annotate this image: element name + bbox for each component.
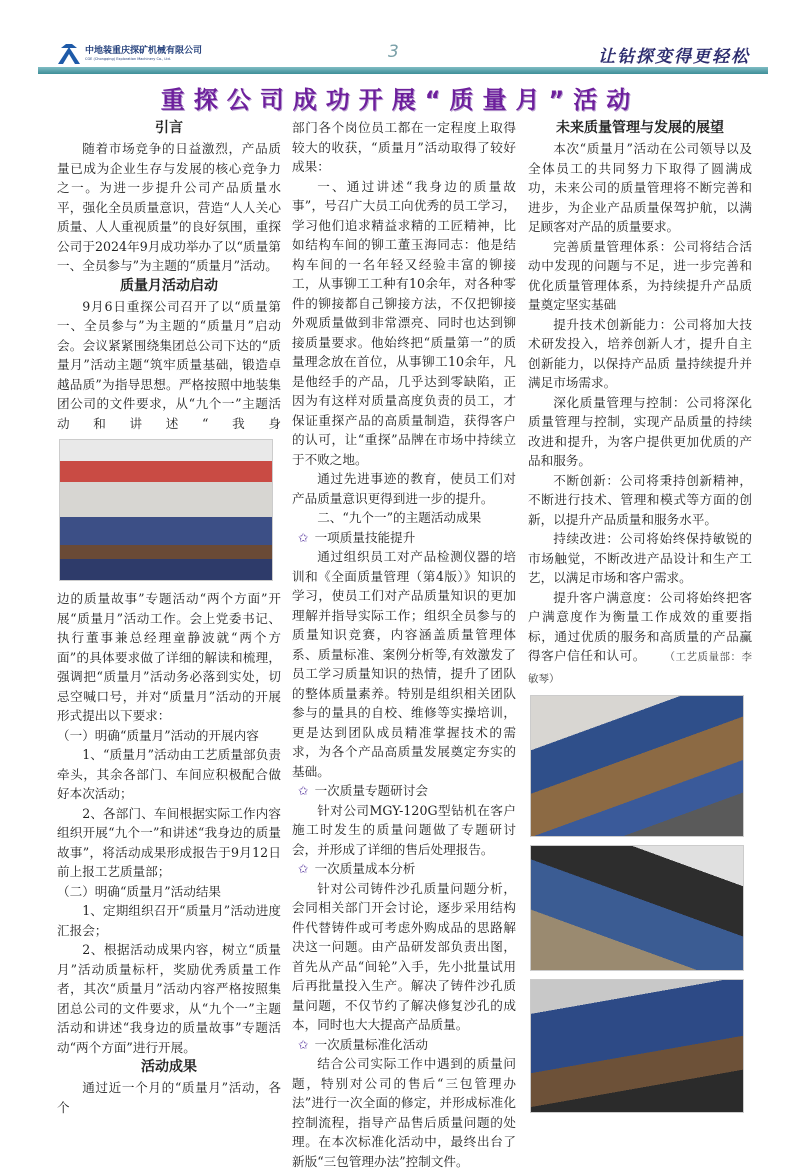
paragraph: 1、定期组织召开“质量月”活动进度汇报会； [57,903,281,938]
paragraph: 通过近一个月的“质量月”活动，各个 [57,1080,281,1115]
training-photo [530,695,744,837]
header-divider [38,67,768,74]
column-1 [57,118,281,1117]
workshop-photo [530,979,744,1113]
item-label: 一项质量技能提升 [314,529,416,545]
paragraph: 2、根据活动成果内容，树立“质量月”活动质量标杆，奖励优秀质量工作者，其次“质量月”活动内容严格按照集团总公司的文件要求，从“九个一”主题活动和讲述“我身边的质量故事”专题活动“两个方面”进行开展。 [57,942,281,1055]
result-item [292,859,516,879]
paragraph: 针对公司MGY-120G型钻机在客户施工时发生的质量问题做了专题研讨会，并形成了详细的售后处理报告。 [292,802,516,857]
paragraph: 部门各个岗位员工都在一定程度上取得较大的收获，“质量月”活动取得了较好成果： [292,120,516,174]
author-caption: （工艺质量部：李敏琴） [528,651,753,685]
slogan: 让钻探变得更轻松 [598,47,750,67]
subheading: （一）明确“质量月”活动的开展内容 [57,727,259,743]
section-heading: 未来质量管理与发展的展望 [556,120,724,136]
company-logo [58,44,202,64]
result-item [292,781,516,801]
star-icon: ✩ [298,783,309,798]
paragraph: 提升技术创新能力：公司将加大技术研发投入，培养创新人才，提升自主创新能力，以保持产品质 量持续提升并满足市场需求。 [528,316,752,390]
article-title: 重探公司成功开展“质量月”活动 [160,86,640,114]
paragraph: 针对公司铸件沙孔质量问题分析，会同相关部门开会讨论，逐步采用结构件代替铸件或可考虑外购成品的思路解决这一问题。由产品研发部负责出图，首先从产品“间轮”入手，先小批量试用后再批量投入生产。解决了铸件沙孔质量问题，不仅节约了解决修复沙孔的成本，同时也大大提高产品质量。 [292,880,516,1032]
item-label: 一次质量标准化活动 [314,1036,428,1052]
result-item [292,1035,516,1055]
section-heading: 质量月活动启动 [120,277,218,294]
paragraph: 完善质量管理体系：公司将结合活动中发现的问题与不足，进一步完善和优化质量管理体系，为持续提升产品质量奠定坚实基础 [528,238,752,312]
mountain-logo-icon [58,44,80,64]
paragraph: 通过组织员工对产品检测仪器的培训和《全面质量管理（第4版）》知识的学习，使员工们对产品质量知识的更加理解并指导实际工作；组织全员参与的质量知识竞赛，内容涵盖质量管理体系、质量标准、案例分析等,有效激发了员工学习质量知识的热情，提升了团队的整体质量素养。特别是组织相关团队参与的量具的自校、维修等实操培训，更是达到团队成员精准掌握技术的需求，为各个产品高质量发展奠定夯实的基础。 [292,549,516,779]
paragraph: 边的质量故事”专题活动“两个方面”开展“质量月”活动工作。会上党委书记、执行董事兼总经理童静波就“两个方面”的具体要求做了详细的解读和梳理，强调把“质量月”活动务必落到实处，切忌空喊口号，并对“质量月”活动的开展形式提出以下要求： [57,591,281,723]
result-item [292,528,516,548]
paragraph: 2、各部门、车间根据实际工作内容组织开展“九个一”和讲述“我身边的质量故事”，将活动成果形成报告于9月12日前上报工艺质量部； [57,805,281,879]
paragraph: 持续改进：公司将始终保持敏锐的市场触觉，不断改进产品设计和生产工艺，以满足市场和客户需求。 [528,531,752,585]
paragraph: 随着市场竞争的日益激烈，产品质量已成为企业生存与发展的核心竞争力之一。为进一步提升公司产品质量水平，强化全员质量意识，营造“人人关心质量、人人重视质量”的良好氛围，重探公司于2024年9月成功举办了以“质量第一、全员参与”为主题的“质量月”活动。 [57,141,281,273]
inspection-photo [530,845,744,971]
paragraph: 结合公司实际工作中遇到的质量问题，特别对公司的售后“三包管理办法”进行一次全面的修定，并形成标准化控制流程，指导产品售后质量问题的处理。在本次标准化活动中，最终出台了新版“三包管理办法”控制文件。 [292,1056,516,1169]
column-3 [528,118,752,1121]
paragraph: 1、“质量月”活动由工艺质量部负责牵头，其余各部门、车间应积极配合做好本次活动； [57,747,281,801]
paragraph: 一、通过讲述“我身边的质量故事”，号召广大员工向优秀的员工学习，学习他们追求精益求精的工匠精神，比如结构车间的铆工董玉海同志：他是结构车间的一名年轻又经验丰富的铆接工，从事铆工工种有10余年，对各种零件的铆接都自己铆接方法，不仅把铆接外观质量做到非常漂亮、同时也达到铆接质量要求。他始终把“质量第一”的质量理念放在首位，从事铆工10余年，凡是他经手的产品，几乎达到零缺陷，正因为有这样对质量高度负责的员工，才保证重探产品的高质量制造，获得客户的认可，让“重探”品牌在市场中持续立于不败之地。 [292,178,516,467]
company-name: 中地装重庆探矿机械有限公司 [85,46,203,56]
star-icon: ✩ [298,529,309,545]
page-number: 3 [388,42,399,62]
item-label: 一次质量成本分析 [314,861,416,876]
star-icon: ✩ [298,1036,309,1052]
company-name-en: CGE (Chongqing) Exploration Machinery Co., Ltd. [85,57,172,61]
item-label: 一次质量专题研讨会 [314,783,428,798]
subheading: （二）明确“质量月”活动结果 [57,883,222,899]
subheading: 二、“九个一”的主题活动成果 [317,510,482,525]
paragraph: 深化质量管理与控制：公司将深化质量管理与控制，实现产品质量的持续改进和提升，为客户提供更加优质的产品和服务。 [528,394,752,468]
paragraph-text: 提升客户满意度：公司将始终把客户满意度作为衡量工作成效的重要指标，通过优质的服务和高质量的产品赢得客户信任和认可。 [528,589,752,663]
paragraph [528,588,752,690]
star-icon: ✩ [298,861,309,876]
meeting-photo [59,439,273,581]
section-heading: 引言 [155,120,183,136]
section-heading: 活动成果 [141,1059,197,1075]
column-2 [292,118,516,1171]
paragraph: 不断创新：公司将秉持创新精神，不断进行技术、管理和模式等方面的创新，以提升产品质量和服务水平。 [528,472,752,527]
paragraph: 本次“质量月”活动在公司领导以及全体员工的共同努力下取得了圆满成功，未来公司的质量管理将不断完善和进步，为企业产品质量保驾护航，以满足顾客对产品的质量要求。 [528,141,752,234]
paragraph: 9月6日重探公司召开了以“质量第一、全员参与”为主题的“质量月”启动会。会议紧紧围绕集团总公司下达的“质量月”活动主题“筑牢质量基础，锻造卓越品质”为指导思想。严格按照中地装集团公司的文件要求，从“九个一”主题活动和讲述“我身 [57,298,281,431]
paragraph: 通过先进事迹的教育，使员工们对产品质量意识更得到进一步的提升。 [292,471,516,506]
